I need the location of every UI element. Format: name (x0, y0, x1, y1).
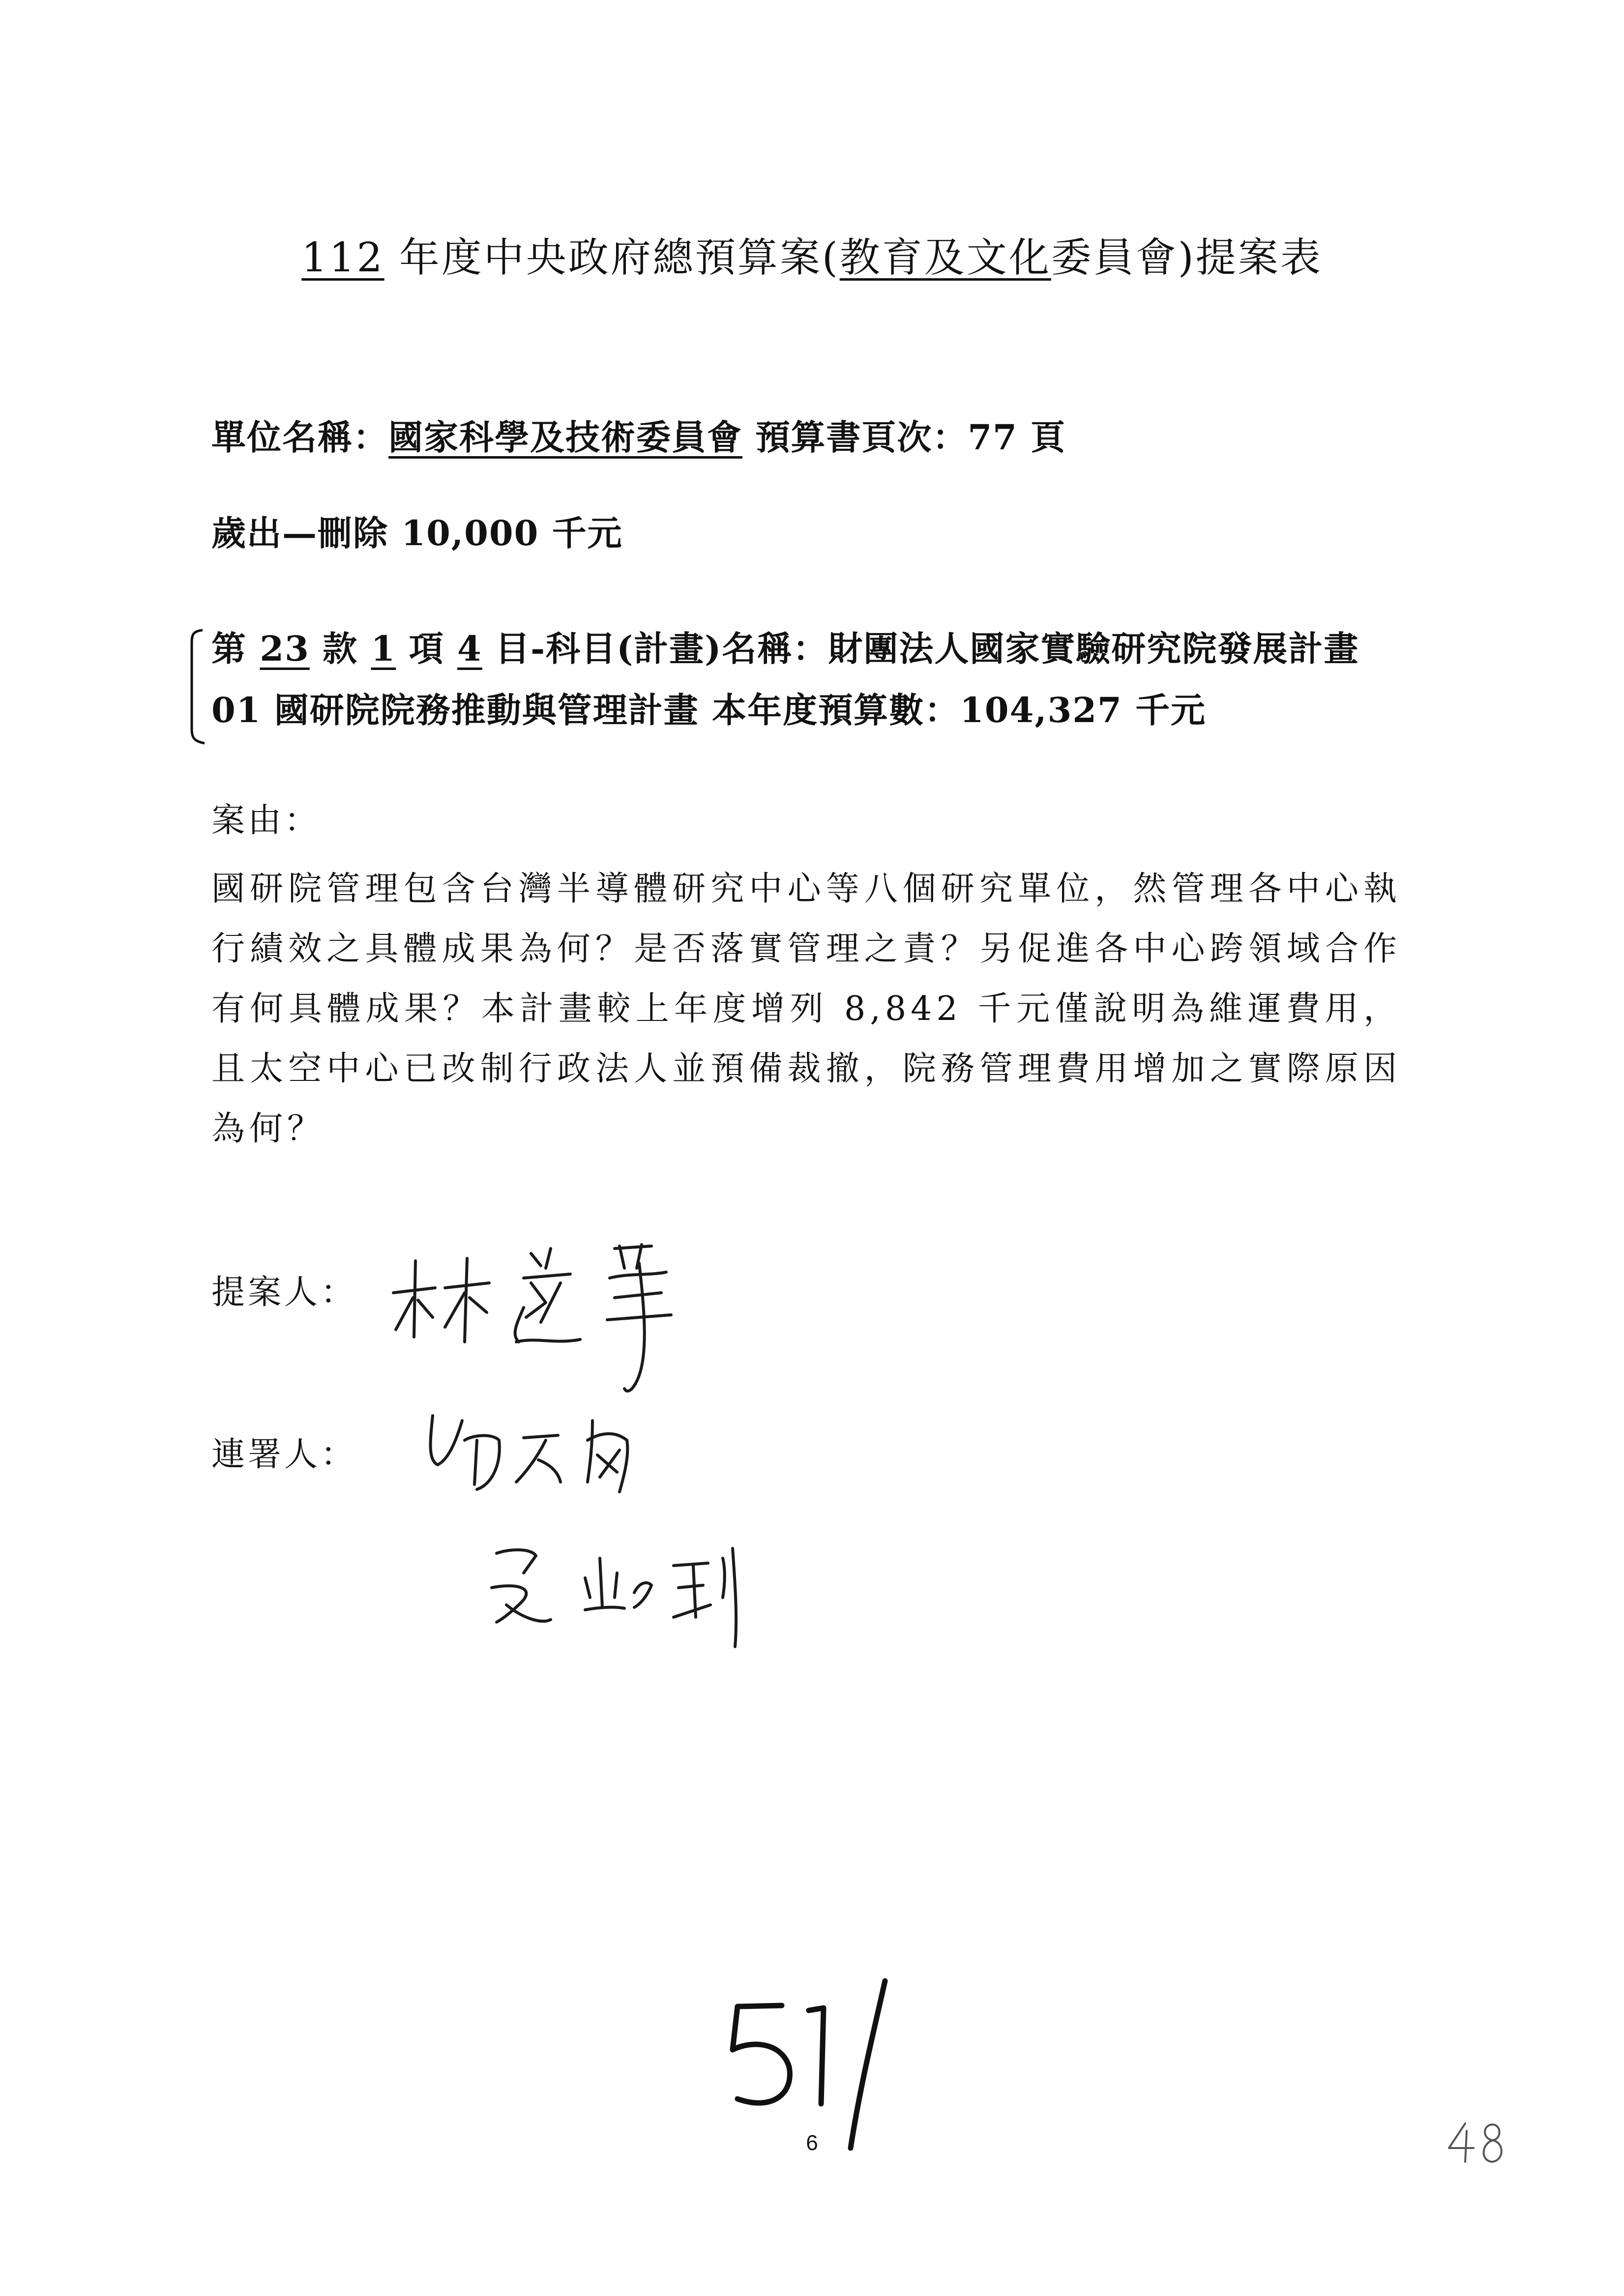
case-text: 國研院管理包含台灣半導體研究中心等八個研究單位，然管理各中心執行績效之具體成果為何？是否落實管理之責？另促進各中心跨領域合作有何具體成果？本計畫較上年度增列 8,842 千元僅說明為維運費用，且太空中心已改制行政法人並預備裁撤，院務管理費用增加之實際原因為何？ (211, 870, 1401, 1148)
title-end: 委員會)提案表 (1051, 234, 1323, 281)
item-subject: 目-科目(計畫)名稱：財團法人國家實驗研究院發展計畫 (482, 628, 1359, 669)
proposer-label: 提案人： (211, 1273, 357, 1312)
fiscal-year: 112 (301, 234, 384, 281)
kuan-number: 23 (260, 628, 310, 669)
kuan-unit: 款 (309, 628, 371, 669)
expenditure-text: 歲出—刪除 10,000 千元 (211, 513, 623, 553)
expenditure-row (211, 509, 623, 558)
cosigner-label: 連署人： (211, 1435, 357, 1474)
item-prefix: 第 (211, 628, 260, 669)
xiang-number: 1 (371, 628, 396, 669)
item-row-1 (211, 624, 1359, 673)
mu-number: 4 (457, 628, 482, 669)
unit-row (211, 413, 1066, 462)
budget-page-ref: 預算書頁次：77 頁 (742, 417, 1066, 458)
unit-name: 國家科學及技術委員會 (388, 417, 742, 458)
item-bracket (186, 628, 206, 745)
xiang-unit: 項 (396, 628, 458, 669)
committee-name: 教育及文化 (839, 234, 1051, 281)
item-row-2 (211, 686, 1206, 735)
handwritten-corner-number (1443, 2119, 1512, 2170)
cosigner-signature-2 (477, 1519, 801, 1666)
unit-label: 單位名稱： (211, 417, 388, 458)
page-title (0, 231, 1624, 285)
plan-and-budget: 01 國研院院務推動與管理計畫 本年度預算數：104,327 千元 (211, 690, 1207, 730)
page-number: 6 (806, 2131, 818, 2155)
title-middle: 年度中央政府總預算案( (384, 234, 840, 281)
case-label: 案由： (211, 801, 321, 840)
cosigner-signature-1 (418, 1386, 723, 1514)
